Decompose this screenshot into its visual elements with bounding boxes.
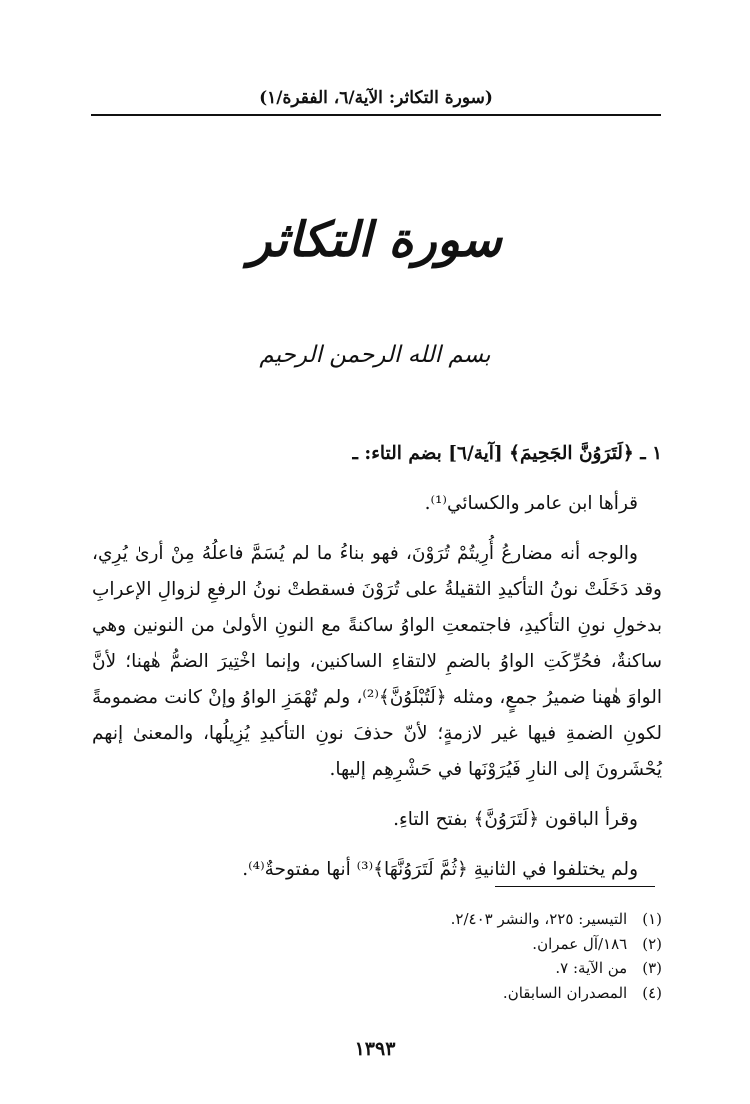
footnote-number: (٣) bbox=[642, 959, 662, 977]
header-divider bbox=[91, 114, 661, 116]
footnote-number: (٢) bbox=[642, 934, 662, 953]
footnote-number: (٤) bbox=[642, 983, 662, 1002]
footnote-number: (١) bbox=[642, 910, 662, 928]
footnotes bbox=[92, 907, 662, 1005]
paragraph: قرأها ابن عامر والكسائي⁽¹⁾. bbox=[424, 493, 638, 514]
footnote-divider bbox=[495, 886, 655, 887]
footnote-text: من الآية: ٧. bbox=[555, 959, 628, 977]
footnote-text: التيسير: ٢٢٥، والنشر ٢/٤٠٣. bbox=[450, 910, 628, 928]
footnote bbox=[92, 956, 662, 981]
footnote-text: ١٨٦/آل عمران. bbox=[532, 934, 628, 953]
basmala: بسم الله الرحمن الرحيم bbox=[259, 342, 491, 368]
main-text bbox=[92, 436, 662, 888]
paragraph: وقرأ الباقون ﴿لَتَرَوُنَّ﴾ بفتح التاءِ. bbox=[393, 809, 638, 830]
section-heading: ١ ـ ﴿لَتَرَوُنَّ الجَحِيمَ﴾ [آية/٦] بضم التاء: ـ bbox=[352, 443, 662, 464]
paragraph: والوجه أنه مضارعُ أُرِيتُمْ تُرَوْنَ، فهو بناءُ ما لم يُسَمَّ فاعلُهُ مِنْ أرىٰ يُرِي، وقد دَخَلَتْ نونُ التأكيدِ الثقيلةُ على تُرَوْنَ فسقطتْ نونُ الرفعِ لزوالِ الإعرابِ بدخولِ نونِ التأكيدِ، فاجتمعتِ الواوُ ساكنةً مع النونِ الأولىٰ من النونين وهي ساكنةٌ، فحُرِّكَتِ الواوُ بالضمِ لالتقاءِ الساكنين، وإنما اخْتِيرَ الضمُّ هٰهنا؛ لأنَّ الواوَ هٰهنا ضميرُ جمعٍ، ومثله ﴿لَتُبْلَوُنَّ﴾⁽²⁾، ولم تُهْمَزِ الواوُ وإنْ كانت مضمومةً لكونِ الضمةِ فيها غير لازمةٍ؛ لأنّ حذفَ نونِ التأكيدِ يُزِيلُها، والمعنىٰ إنهم يُحْشَرونَ إلى النارِ فَيُرَوْنَها في حَشْرِهِم إليها. bbox=[92, 543, 662, 780]
footnote bbox=[92, 932, 662, 957]
footnote bbox=[92, 981, 662, 1006]
running-header: (سورة التكاثر: الآية/٦، الفقرة/١) bbox=[259, 88, 493, 108]
paragraph: ولم يختلفوا في الثانيةِ ﴿ثُمَّ لَتَرَوُنَّهَا﴾⁽³⁾ أنها مفتوحةٌ⁽⁴⁾. bbox=[242, 859, 638, 880]
page-number: ١٣٩٣ bbox=[354, 1038, 396, 1060]
footnote bbox=[92, 907, 662, 932]
footnote-text: المصدران السابقان. bbox=[502, 983, 628, 1002]
surah-title: سورة التكاثر bbox=[248, 212, 502, 268]
